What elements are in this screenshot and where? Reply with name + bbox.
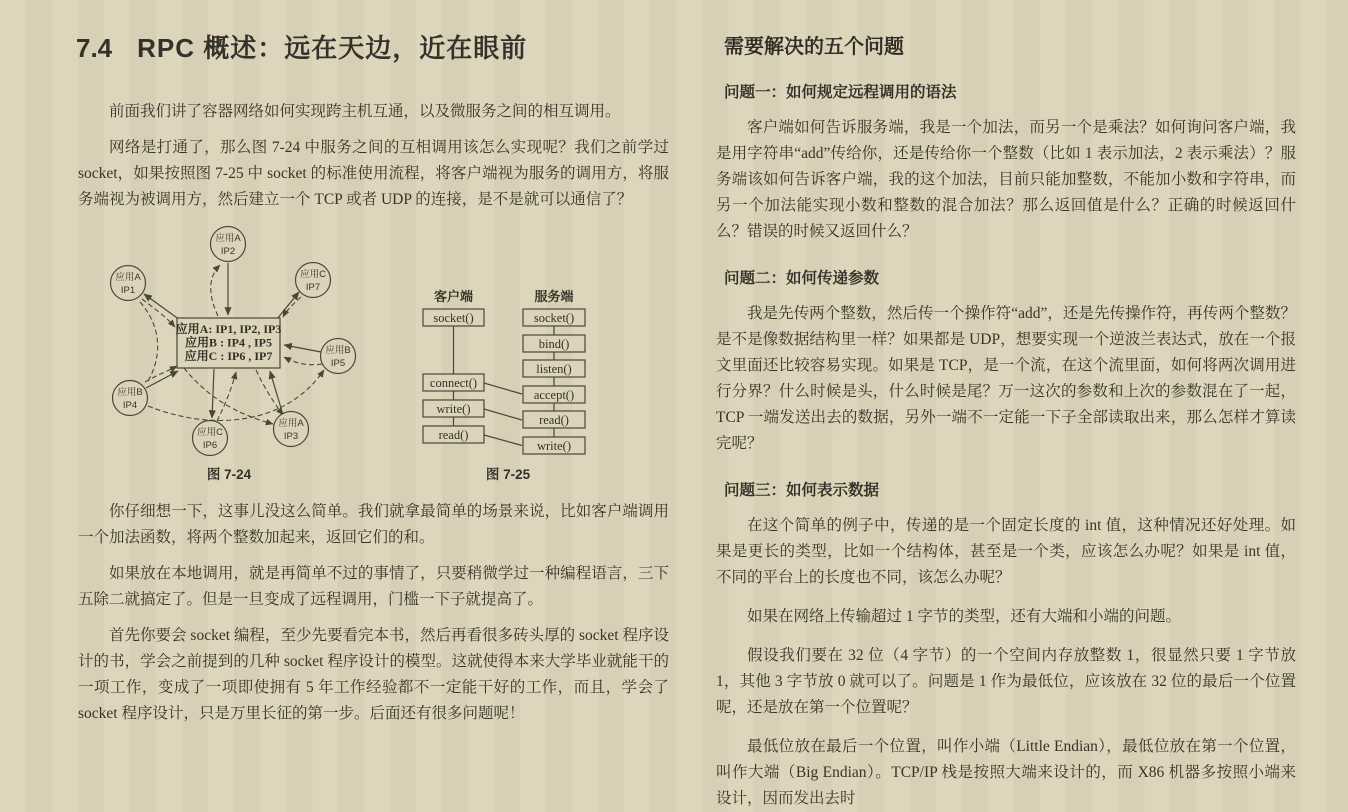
- fig24-node-app-label: 应用A: [115, 272, 141, 283]
- figure-7-25-caption: 图 7-25: [485, 467, 531, 482]
- fig24-node-app-label: 应用C: [300, 269, 326, 280]
- section-number: 7.4: [76, 33, 113, 63]
- fig24-node-ip-label: IP2: [220, 246, 236, 257]
- paragraph: 你仔细想一下，这事儿没这么简单。我们就拿最简单的场景来说，比如客户端调用一个加法函数，将两个整数加起来，返回它们的和。: [78, 503, 669, 546]
- fig24-node-app-c-ip6: [193, 421, 228, 456]
- paragraph: 我是先传两个整数，然后传一个操作符“add”，还是先传操作符，再传两个整数？是不是像数据结构里一样？如果都是 UDP，想要实现一个逆波兰表达式，放在一个报文里面还比较容易实现。如果是 TCP，是一个流，在这个流里面，如何将两次调用进行分界？什么时候是头，什么时候是尾？万一这次的参数和上次的参数混在了一起，TCP 一端发送出去的数据，另外一端不一定能一下子全部读取出来，那么怎样才算读完呢？: [716, 305, 1296, 452]
- fig25-step: connect(): [429, 376, 478, 390]
- fig25-step: read(): [438, 428, 469, 442]
- fig25-step: write(): [536, 439, 572, 453]
- subheading-question-3: 问题三：如何表示数据: [724, 482, 880, 499]
- fig25-server-header: 服务端: [534, 289, 574, 304]
- fig25-step: read(): [539, 413, 569, 427]
- subheading-question-1: 问题一：如何规定远程调用的语法: [724, 84, 957, 101]
- paragraph: 首先你要会 socket 编程，至少先要看完本书，然后再看很多砖头厚的 socket 程序设计的书，学会之前提到的几种 socket 程序设计的模型。这就使得本来大学毕业就能干的一项工作，变成了一项即使拥有 5 年工作经验都不一定能干好的工作，而且，学会了 socket 程序设计，只是万里长征的第一步。后面还有很多问题呢！: [78, 627, 669, 722]
- fig24-node-app-label: 应用B: [325, 345, 351, 356]
- paragraph: 前面我们讲了容器网络如何实现跨主机互通，以及微服务之间的相互调用。: [109, 103, 621, 120]
- fig24-node-app-label: 应用C: [197, 427, 223, 438]
- fig24-node-ip-label: IP3: [283, 431, 299, 442]
- fig25-step: write(): [436, 402, 471, 416]
- figure-7-25-diagram: [408, 233, 608, 459]
- right-heading: 需要解决的五个问题: [724, 36, 904, 58]
- paragraph: 客户端如何告诉服务端，我是一个加法，而另一个是乘法？如何询问客户端，我是用字符串“add”传给你，还是传给你一个整数（比如 1 表示加法，2 表示乘法）？服务端该如何告诉客户端，我的这个加法，目前只能加整数，不能加小数和字符串，而另一个加法能实现小数和整数的混合加法？那么返回值是什么？正确的时候返回什么？错误的时候又返回什么？: [716, 119, 1296, 240]
- fig25-step: accept(): [533, 388, 575, 402]
- fig24-node-ip-label: IP6: [202, 440, 218, 451]
- paragraph: 如果在网络上传输超过 1 字节的类型，还有大端和小端的问题。: [747, 608, 1182, 625]
- fig24-node-app-c-ip7: [296, 263, 331, 298]
- paragraph: 最低位放在最后一个位置，叫作小端（Little Endian），最低位放在第一个位置，叫作大端（Big Endian）。TCP/IP 栈是按照大端来设计的，而 X86 机器多按照小端来设计，因而发出去时: [716, 738, 1296, 807]
- paragraph: 网络是打通了，那么图 7-24 中服务之间的互相调用该怎么实现呢？我们之前学过 socket，如果按照图 7-25 中 socket 的标准使用流程，将客户端视为服务的调用方，将服务端视为被调用方，然后建立一个 TCP 或者 UDP 的连接，是不是就可以通信了？: [78, 139, 669, 208]
- figure-7-24-caption: 图 7-24: [206, 467, 252, 482]
- fig25-step: socket(): [533, 311, 575, 325]
- right-column: [716, 0, 1296, 812]
- fig24-registry-line: 应用C : IP6 , IP7: [184, 349, 273, 363]
- fig24-node-ip-label: IP4: [122, 400, 138, 411]
- fig24-node-ip-label: IP1: [120, 285, 136, 296]
- fig24-registry-line: 应用A: IP1, IP2, IP3: [175, 322, 282, 336]
- fig24-registry-line: 应用B : IP4 , IP5: [184, 335, 273, 350]
- fig24-node-app-a-ip2: [211, 227, 246, 262]
- fig24-node-app-a-ip3: [274, 412, 309, 447]
- section-title: [76, 28, 669, 65]
- subheading-question-2: 问题二：如何传递参数: [724, 270, 880, 287]
- paragraph: 假设我们要在 32 位（4 字节）的一个空间内存放整数 1，很显然只要 1 字节放 1，其他 3 字节放 0 就可以了。问题是 1 作为最低位，应该放在 32 位的最后一个位置呢，还是放在第一个位置呢？: [716, 647, 1296, 716]
- figures-row: [78, 225, 669, 489]
- paragraph: 在这个简单的例子中，传递的是一个固定长度的 int 值，这种情况还好处理。如果是更长的类型，比如一个结构体，甚至是一个类，应该怎么办呢？如果是 int 值，不同的平台上的长度也不同，该怎么办呢？: [716, 517, 1296, 586]
- fig24-node-app-label: 应用A: [215, 233, 241, 244]
- fig24-node-app-b-ip5: [321, 339, 356, 374]
- fig25-step: socket(): [433, 311, 474, 325]
- fig25-step: bind(): [538, 337, 570, 351]
- fig24-node-app-label: 应用B: [117, 387, 143, 398]
- fig25-step: listen(): [536, 362, 572, 376]
- left-column: [78, 0, 669, 727]
- fig24-node-ip-label: IP5: [330, 358, 346, 369]
- figure-7-24-diagram: [96, 225, 396, 463]
- fig24-node-app-a-ip1: [111, 266, 146, 301]
- paragraph: 如果放在本地调用，就是再简单不过的事情了，只要稍微学过一种编程语言，三下五除二就搞定了。但是一旦变成了远程调用，门槛一下子就提高了。: [78, 565, 669, 608]
- fig24-node-app-label: 应用A: [278, 418, 304, 429]
- fig25-client-header: 客户端: [433, 289, 474, 304]
- fig24-node-ip-label: IP7: [305, 282, 321, 293]
- section-title-text: RPC 概述：远在天边，近在眼前: [137, 33, 528, 63]
- fig24-node-app-b-ip4: [113, 381, 148, 416]
